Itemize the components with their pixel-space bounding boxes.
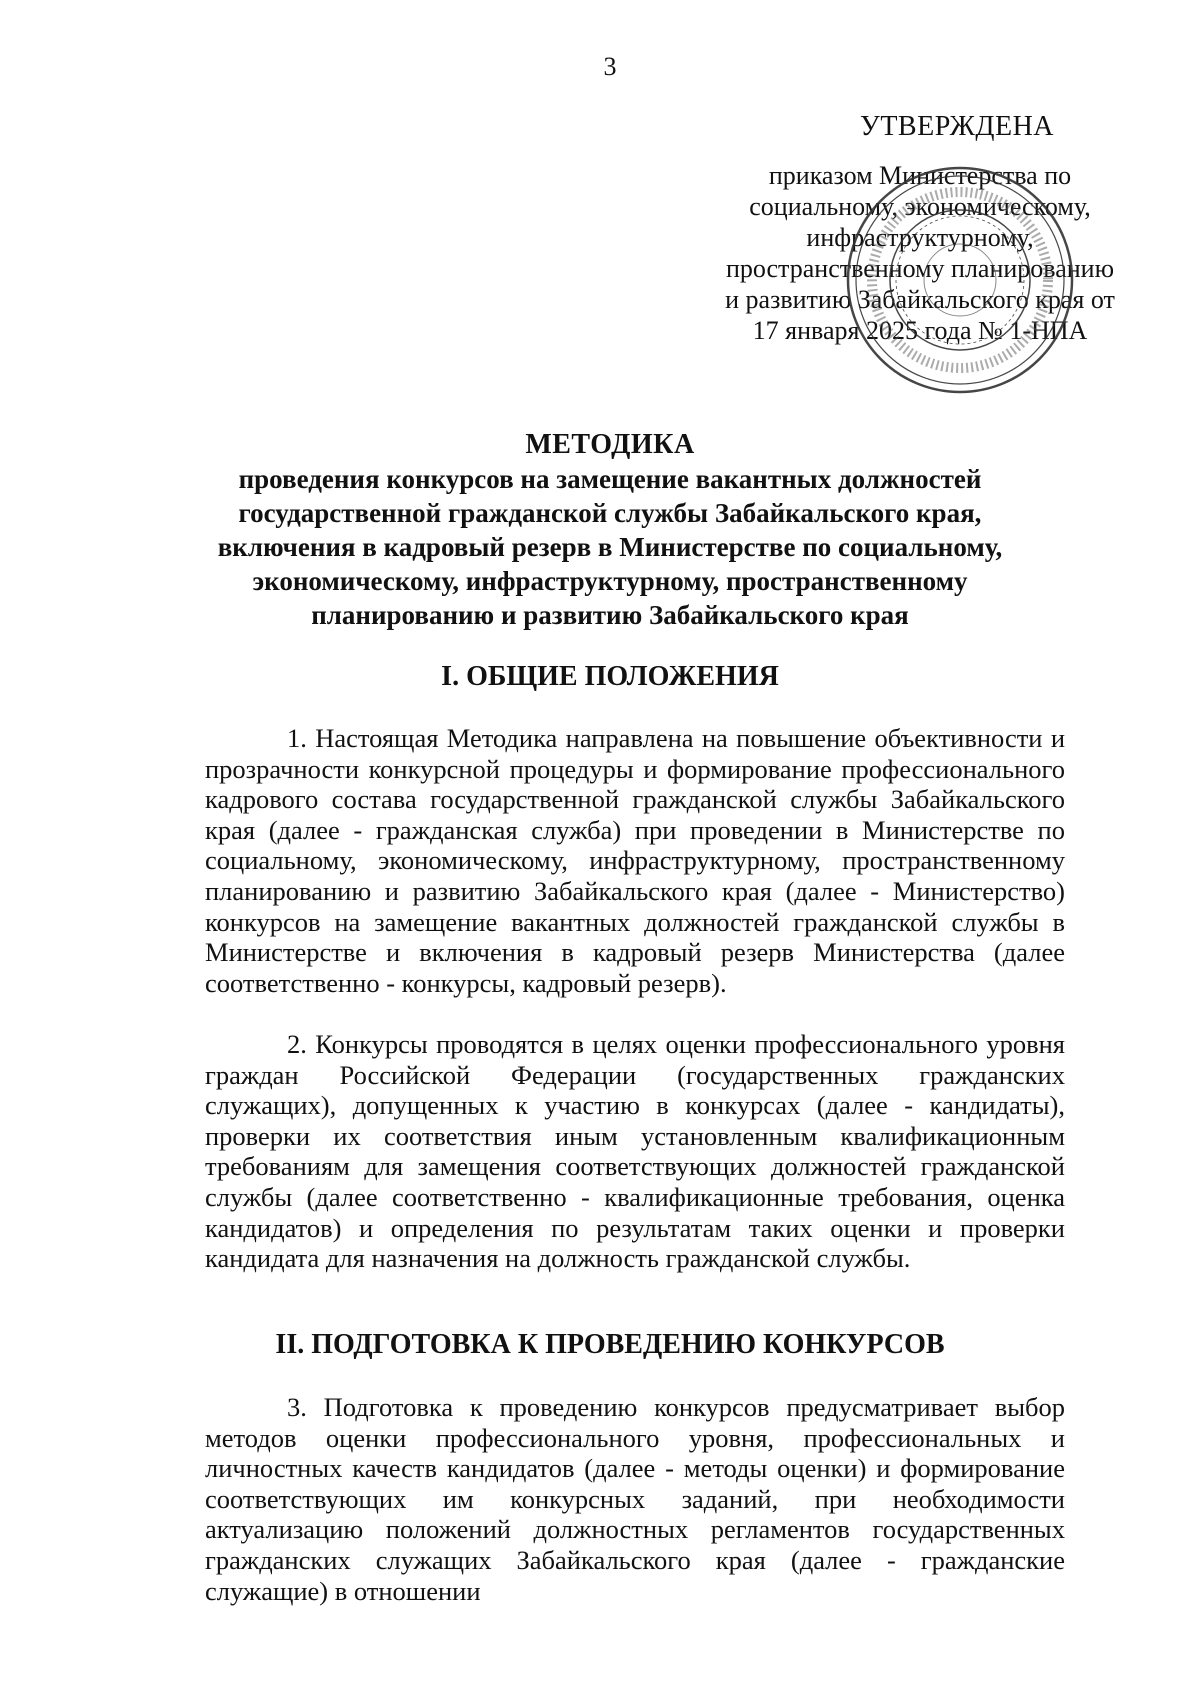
paragraph-2: 2. Конкурсы проводятся в целях оценки профессионального уровня граждан Российской Федерации (государственных гражданских служащих), допущенных к участию в конкурсах (далее - кандидаты), проверки их соответствия иным установленным квалификационным требованиям для замещения соответствующих должностей гражданской службы (далее соответственно - квалификационные требования, оценка кандидатов) и определения по результатам таких оценки и проверки кандидата для назначения на должность гражданской службы.: [205, 1029, 1065, 1274]
document-title-subtitle: проведения конкурсов на замещение вакантных должностей государственной гражданской службы Забайкальского края, включения в кадровый резерв в Министерстве по социальному, экономическому, инфраструктурному, пространственному планированию и развитию Забайкальского края: [217, 464, 1003, 630]
page-number: 3: [603, 52, 617, 81]
paragraph-1: 1. Настоящая Методика направлена на повышение объективности и прозрачности конкурсной процедуры и формирование профессионального кадрового состава государственной гражданской службы Забайкальского края (далее - гражданская служба) при проведении в Министерстве по социальному, экономическому, инфраструктурному, пространственному планированию и развитию Забайкальского края (далее - Министерство) конкурсов на замещение вакантных должностей гражданской службы в Министерстве и включения в кадровый резерв Министерства (далее соответственно - конкурсы, кадровый резерв).: [205, 723, 1065, 998]
section-heading-general: I. ОБЩИЕ ПОЛОЖЕНИЯ: [441, 661, 779, 692]
document-title: [170, 428, 1050, 632]
document-title-main: МЕТОДИКА: [525, 429, 695, 460]
approval-title: УТВЕРЖДЕНА: [860, 111, 1055, 142]
section-heading-preparation: II. ПОДГОТОВКА К ПРОВЕДЕНИЮ КОНКУРСОВ: [275, 1329, 945, 1360]
paragraph-3: 3. Подготовка к проведению конкурсов предусматривает выбор методов оценки профессионального уровня, профессиональных и личностных качеств кандидатов (далее - методы оценки) и формирование соответствующих им конкурсных заданий, при необходимости актуализацию положений должностных регламентов государственных гражданских служащих Забайкальского края (далее - гражданские служащие) в отношении: [205, 1392, 1065, 1606]
approval-block: [725, 110, 1140, 346]
approval-text: приказом Министерства по социальному, экономическому, инфраструктурному, пространственному планированию и развитию Забайкальского края от 17 января 2025 года № 1-НПА: [725, 161, 1115, 345]
